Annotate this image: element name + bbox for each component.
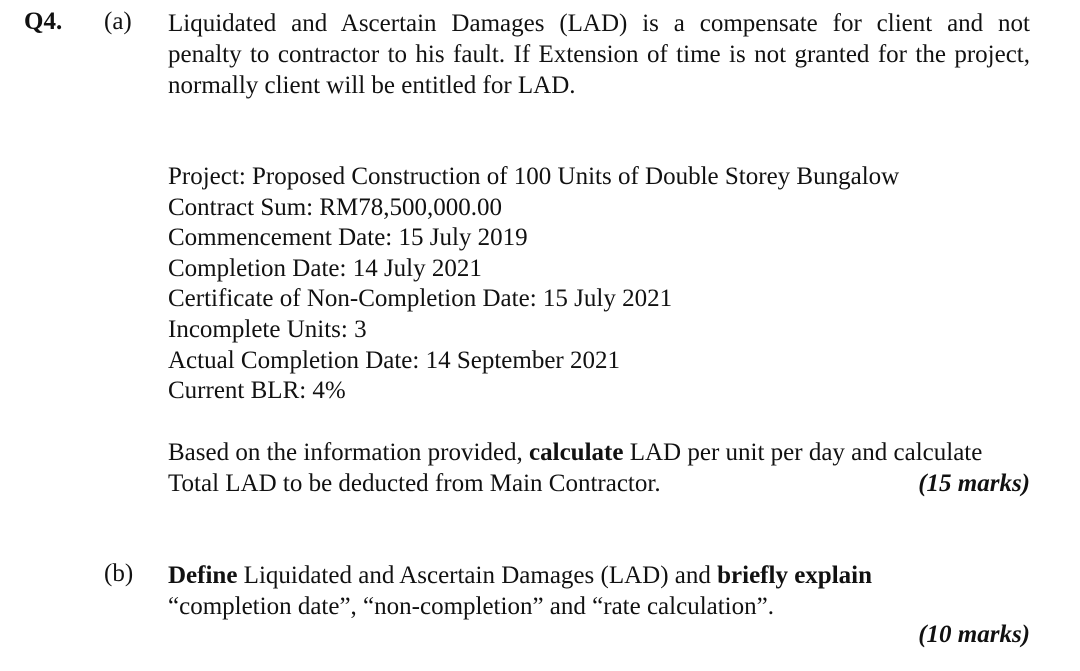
part-b-label: (b) (104, 560, 134, 587)
task-post: LAD per unit per day and calculate (623, 439, 983, 466)
info-actual-completion-date: Actual Completion Date: 14 September 2021 (168, 346, 620, 374)
question-number: Q4. (24, 8, 63, 35)
task-line-1 (168, 437, 1030, 468)
part-a-task (168, 437, 1030, 499)
part-b-line-1 (168, 560, 1030, 591)
intro-line-1: Liquidated and Ascertain Damages (LAD) is a compensate for client and not (168, 10, 1030, 37)
keyword-briefly-explain: briefly explain (717, 562, 872, 589)
part-b-line-1-mid: Liquidated and Ascertain Damages (LAD) and (237, 562, 718, 589)
project-info-list (168, 162, 899, 407)
part-b-text (168, 560, 1030, 622)
task-pre: Based on the information provided, (168, 439, 530, 466)
keyword-define: Define (168, 562, 238, 589)
task-line-2-text: Total LAD to be deducted from Main Contractor. (168, 470, 661, 497)
part-a-marks: (15 marks) (918, 470, 1030, 497)
intro-line-2: penalty to contractor to his fault. If Extension of time is not granted for the project, (168, 41, 1030, 68)
info-completion-date: Completion Date: 14 July 2021 (168, 254, 482, 282)
intro-line-3: normally client will be entitled for LAD. (168, 72, 576, 99)
part-a-label: (a) (104, 8, 132, 35)
info-current-blr: Current BLR: 4% (168, 377, 346, 405)
info-non-completion-date: Certificate of Non-Completion Date: 15 July 2021 (168, 285, 673, 313)
info-contract-sum: Contract Sum: RM78,500,000.00 (168, 193, 503, 221)
part-b-marks: (10 marks) (918, 621, 1030, 648)
task-keyword-calculate: calculate (529, 439, 624, 466)
info-incomplete-units: Incomplete Units: 3 (168, 315, 367, 343)
info-commencement-date: Commencement Date: 15 July 2019 (168, 224, 528, 252)
task-line-2 (168, 468, 1030, 499)
task-line-1-text (168, 437, 982, 468)
part-b-line-2: “completion date”, “non-completion” and “rate calculation”. (168, 593, 774, 620)
part-a-intro (168, 8, 1030, 101)
info-project: Project: Proposed Construction of 100 Units of Double Storey Bungalow (168, 163, 900, 190)
